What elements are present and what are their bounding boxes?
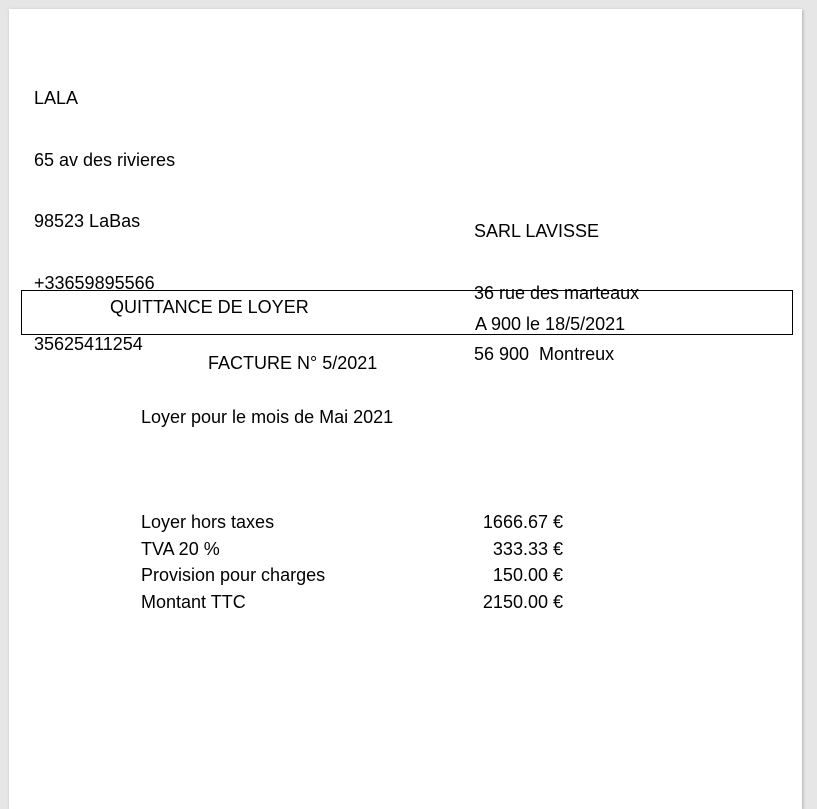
invoice-number: FACTURE N° 5/2021 [208,353,378,373]
line-amount: 1666.67 € [482,512,563,532]
sender-address [34,47,175,396]
line-item [141,512,571,539]
line-label: Provision pour charges [141,565,326,585]
line-label: Montant TTC [141,591,246,612]
sender-phone: +33659895566 [34,272,155,293]
line-amount: 150.00 € [492,565,563,585]
document-page [9,9,802,809]
line-label: Loyer hors taxes [141,512,275,532]
rent-period: Loyer pour le mois de Mai 2021 [141,407,394,427]
recipient-city: 56 900 Montreux [474,344,615,364]
line-label: TVA 20 % [141,538,220,559]
recipient-street: 36 rue des marteaux [474,282,640,303]
receipt-header-box [21,290,793,335]
receipt-title: QUITTANCE DE LOYER [110,297,309,317]
amount-lines [141,512,571,618]
line-item [141,565,571,592]
sender-city: 98523 LaBas [34,211,141,231]
recipient-name: SARL LAVISSE [474,221,600,241]
sender-name: LALA [34,88,79,108]
receipt-place-date: A 900 le 18/5/2021 [475,314,626,334]
line-amount: 333.33 € [492,538,563,559]
sender-street: 65 av des rivieres [34,149,176,170]
line-amount: 2150.00 € [482,591,563,612]
line-item [141,539,571,566]
sender-id: 35625411254 [34,334,143,354]
line-item [141,592,571,619]
